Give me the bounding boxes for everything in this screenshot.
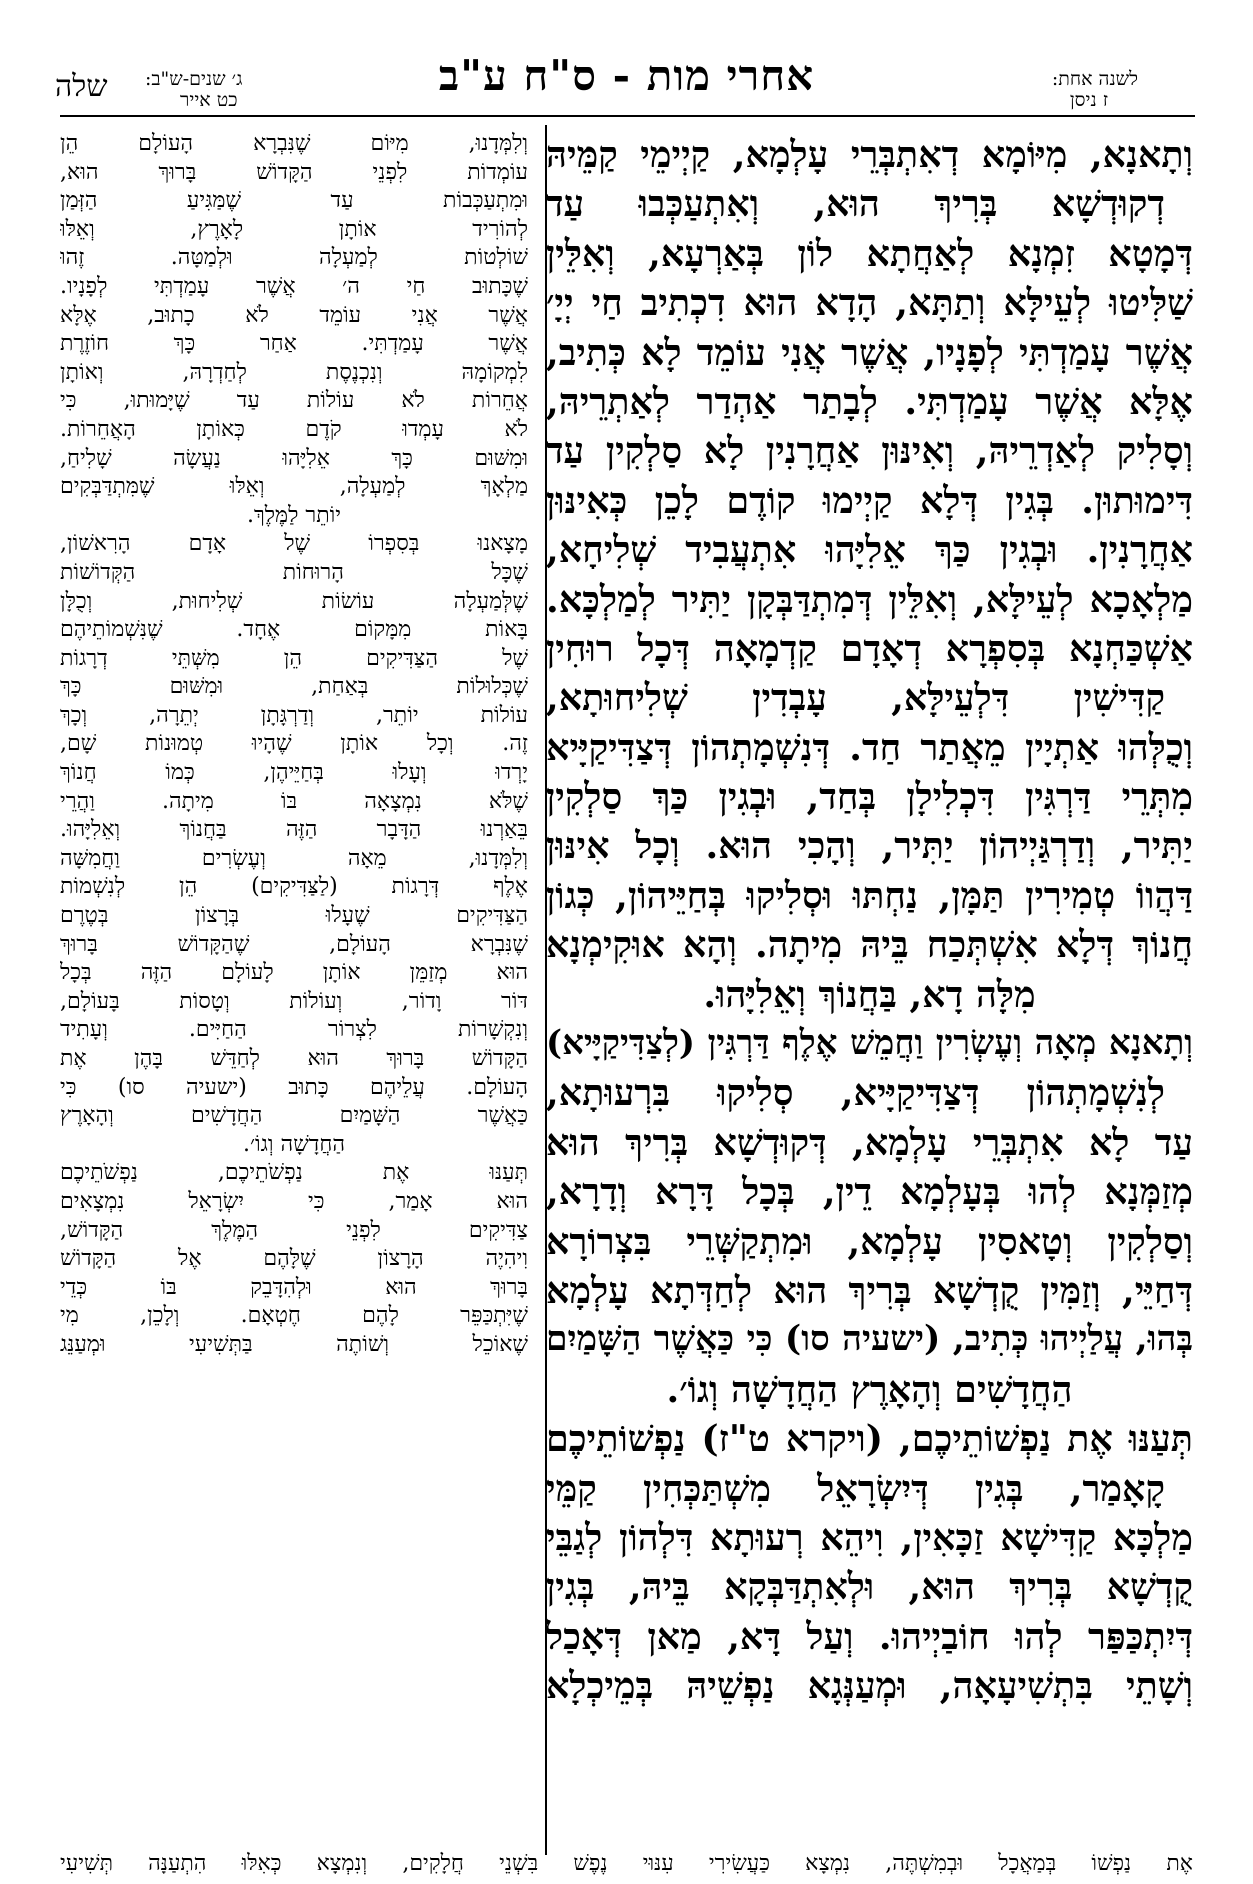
commentary-line: לְהוֹרִיד אוֹתָן לָאָרֶץ, וְאֵלּוּ (60, 216, 528, 242)
commentary-line: וְנִקְשָׁרוֹת לִצְרוֹר הַחַיִּים. וְעָתִיד (60, 1017, 528, 1043)
commentary-line: שֶׁנִּבְרָא הָעוֹלָם, שֶׁהַקָּדוֹשׁ בָּרוּךְ (60, 931, 528, 957)
commentary-line: לֹא עָמְדוּ קֹדֶם כְּאוֹתָן הָאֲחֵרוֹת. (60, 416, 528, 442)
commentary-line: הוּא מְזַמֵּן אוֹתָן לָעוֹלָם הַזֶּה בְּכָל (60, 960, 528, 986)
main-text-line: מַלְאָכָא לְעֵילָּא, וְאִלֵּין דְּמִתְדַּבְּקָן יַתִּיר לְמַלְכָּא. (546, 577, 1193, 621)
commentary-line: עוֹלוֹת יוֹתֵר, וְדַרְגָּתָן יְתֵרָה, וְכָךְ (60, 702, 528, 728)
schedule-label-three-years: ג׳ שנים-ש"ב: (145, 68, 243, 90)
main-text-line: יַתִּיר, וְדַרְגַּיְיהוֹן יַתִּיר, וְהָכִי הוּא. וְכָל אִינּוּן (546, 824, 1193, 868)
main-text-line: וְשָׁתֵי בִּתְשִׁיעָאָה, וּמְעַנְּגָא נַפְשֵׁיהּ בְּמֵיכְלָא (546, 1664, 1193, 1708)
commentary-line: וְלִמְּדָנוּ, מֵאָה וְעֶשְׂרִים וַחֲמִשָּׁה (60, 845, 528, 871)
commentary-line: שֶׁלְּמַעְלָה עוֹשׂוֹת שְׁלִיחוּת, וְכֻלָּן (60, 588, 528, 614)
commentary-line: הָעוֹלָם. עֲלֵיהֶם כָּתוּב (ישעיה סו) כִּי (60, 1074, 528, 1100)
main-text-line: אֲשֶׁר עָמַדְתִּי לְפָנָיו, אֲשֶׁר אֲנִי עוֹמֵד לָא כְּתִיב, (546, 330, 1193, 374)
commentary-line: לִמְקוֹמָהּ וְנִכְנֶסֶת לְחַדְרָהּ, וְאוֹתָן (60, 359, 528, 385)
main-text-line: חֲנוֹךְ דְּלָא אִשְׁתְּכַח בֵּיהּ מִיתָה. וְהָא אוּקִימְנָא (546, 923, 1193, 967)
main-text-line: וְתָאנָא, מִיּוֹמָא דְאִתְבְּרֵי עָלְמָא, קַיְימֵי קַמֵּיהּ (546, 133, 1193, 176)
header-rule (60, 115, 1195, 117)
commentary-line: יָרְדוּ וְעָלוּ בְּחַיֵּיהֶן, כְּמוֹ חֲנוֹךְ (60, 760, 528, 786)
commentary-line: שֶׁל הַצַּדִּיקִים הֵן מִשְּׁתֵּי דְרָגוֹת (60, 645, 528, 671)
main-text-line: אַחֲרָנִין. וּבְגִין כַּךְ אֵלִיָּהוּ אִתְעֲבִיד שְׁלִיחָא, (546, 528, 1193, 572)
commentary-line: עוֹמְדוֹת לִפְנֵי הַקָּדוֹשׁ בָּרוּךְ הוּא, (60, 159, 528, 185)
commentary-line: הַצַּדִּיקִים שֶׁעָלוּ בְּרָצוֹן בְּטֶרֶם (60, 903, 528, 929)
commentary-line: הַחֲדָשָׁה וְגוֹ׳. (242, 1131, 346, 1157)
page-title: אחרי מות - ס"ח ע"ב (438, 51, 815, 100)
schedule-date-three-years: כט אייר (180, 89, 238, 111)
schedule-label-one-year: לשנה אחת: (1051, 68, 1138, 90)
main-text-line: מִלָּה דָא, בַּחֲנוֹךְ וְאֵלִיָּהוּ. (703, 972, 1036, 1016)
main-text-line: לְנִשְׁמָתְהוֹן דְּצַדִּיקַיָּיא, סְלִיקוּ בִּרְעוּתָא, (546, 1071, 1165, 1115)
main-text-line: דְּמָטָא זִמְנָא לְאַחֲתָא לוֹן בְּאַרְעָא, וְאִלֵּין (546, 231, 1193, 275)
commentary-line: תְּעַנּוּ אֶת נַפְשֹׁתֵיכֶם, נַפְשֹׁתֵיכֶם (60, 1160, 528, 1186)
footer-continuation: אֶת נַפְשׁוֹ בְּמַאֲכָל וּבְמִשְׁתֶּה, נִמְצָא כַּעֲשִׂירִי עִנּוּי נֶפֶשׁ בִּשְׁנֵי חֲלָקִים, וְנִמְצָא כְּאִלּוּ הִתְעַנָּה תְּשִׁיעִי (60, 1851, 1193, 1876)
main-text-line: דְקוּדְשָׁא בְּרִיךְ הוּא, וְאִתְעַכְּבוּ עַד (546, 182, 1165, 226)
main-text-line: דְּיִתְכַּפַּר לְהוּ חוֹבַיְיהוּ. וְעַל דָּא, מַאן דְּאָכַל (546, 1614, 1193, 1658)
main-text-line: וְכֻלְּהוּ אַתְיָין מֵאֲתַר חַד. דְּנִשְׁמָתְהוֹן דְּצַדִּיקַיָּיא (546, 725, 1193, 769)
main-text-line: שַׁלִּיטוּ לְעֵילָּא וְתַתָּא, הָדָא הוּא דִכְתִיב חַי יְיָ׳ (546, 281, 1193, 325)
commentary-line: כַּאֲשֶׁר הַשָּׁמַיִם הַחֲדָשִׁים וְהָאָרֶץ (60, 1103, 528, 1129)
commentary-line: יוֹתֵר לַמֶּלֶךְ. (246, 502, 342, 528)
commentary-line: וּמִתְעַכְּבוֹת עַד שֶׁמַּגִּיעַ הַזְּמַן (60, 188, 528, 214)
commentary-line: הוּא אָמַר, כִּי יִשְׂרָאֵל נִמְצָאִים (60, 1188, 528, 1214)
main-text-line: וְתָאנָא מְאָה וְעֶשְׂרִין וַחֲמֵשׁ אֶלֶף דַּרְגִּין (לְצַדִּיקַיָּיא) (546, 1023, 1193, 1064)
main-text-line: וְסָלִיק לְאַדְרֵיהּ, וְאִינּוּן אַחֲרָנִין לָא סַלְקִין עַד (546, 429, 1193, 473)
commentary-line: וּמִשּׁוּם כָּךְ אֵלִיָּהוּ נַעֲשָׂה שָׁלִיחַ, (60, 445, 528, 471)
commentary-line: דּוֹר וָדוֹר, וְעוֹלוֹת וְטָסוֹת בָּעוֹלָם, (60, 988, 528, 1014)
commentary-line: שֶׁאוֹכֵל וְשׁוֹתֶה בַּתְּשִׁיעִי וּמְעַנֵּג (60, 1331, 528, 1357)
column-divider (545, 125, 547, 1855)
main-text-line: מַלְכָּא קַדִּישָׁא זַכָּאִין, וִיהֵא רְעוּתָא דִּלְהוֹן לְגַבֵּי (546, 1515, 1193, 1559)
main-text-line: בְּהוּ, עֲלַיְיהוּ כְּתִיב, (ישעיה סו) כִּי כַּאֲשֶׁר הַשָּׁמַיִם (546, 1319, 1193, 1360)
main-text-line: עַד לָא אִתְבְּרֵי עָלְמָא, דְּקוּדְשָׁא בְּרִיךְ הוּא (546, 1120, 1193, 1164)
main-text-line: מִתְּרֵי דַּרְגִּין דִּכְלִילָן בְּחַד, וּבְגִין כַּךְ סַלְקִין (546, 775, 1193, 819)
commentary-line: מָצָאנוּ בְּסִפְרוֹ שֶׁל אָדָם הָרִאשׁוֹן, (60, 531, 528, 557)
commentary-line: זֶה. וְכָל אוֹתָן שֶׁהָיוּ טְמוּנוֹת שָׁם, (60, 731, 528, 757)
main-text-line: קַדִּישִׁין דִּלְעֵילָּא, עָבְדִין שְׁלִיחוּתָא, (546, 676, 1165, 720)
commentary-line: שֶׁיִּתְכַּפֵּר לָהֶם חֶטְאָם. וְלָכֵן, מִי (60, 1303, 528, 1329)
main-text-line: דִּימוּתוּן. בְּגִין דְּלָא קַיְימוּ קוֹדֶם לָכֵן כְּאִינּוּן (546, 478, 1193, 522)
main-text-line: אֶלָּא אֲשֶׁר עָמַדְתִּי. לְבָתַר אַהְדַר לְאַתְרֵיהּ, (546, 379, 1193, 423)
main-text-line: דַּהֲווֹ טְמִירִין תַּמָּן, נַחְתּוּ וּסְלִיקוּ בְּחַיֵּיהוֹן, כְּגוֹן (546, 873, 1193, 917)
commentary-line: בָּאוֹת מִמָּקוֹם אֶחָד. שֶׁנִּשְׁמוֹתֵיהֶם (60, 617, 528, 643)
main-text-line: מְזַמְּנָא לְהוּ בְּעָלְמָא דֵין, בְּכָל דָּרָא וְדָרָא, (546, 1170, 1193, 1214)
book-name: שלה (55, 69, 108, 104)
commentary-line: בֵּאַרְנוּ הַדָּבָר הַזֶּה בַּחֲנוֹךְ וְאֵלִיָּהוּ. (60, 817, 528, 843)
commentary-line: בָּרוּךְ הוּא וּלְהִדָּבֵק בּוֹ כְּדֵי (60, 1274, 528, 1300)
main-text-column (546, 130, 1193, 1845)
commentary-line: הַקָּדוֹשׁ בָּרוּךְ הוּא לְחַדֵּשׁ בָּהֶן אֶת (60, 1046, 528, 1071)
commentary-line: מַלְאָךְ לְמַעְלָה, וְאֵלּוּ שֶׁמִּתְדַּבְּקִים (60, 474, 528, 500)
commentary-line: שֶׁלֹּא נִמְצָאָה בּוֹ מִיתָה. וַהֲרֵי (60, 788, 528, 814)
main-text-line: אַשְׁכַּחְנָא בְּסִפְרָא דְאָדָם קַדְמָאָה דְּכָל רוּחִין (546, 626, 1193, 670)
commentary-line: שֶׁכָּתוּב חַי ה׳ אֲשֶׁר עָמַדְתִּי לְפָנָיו. (60, 273, 528, 299)
main-text-line: קֻדְשָׁא בְּרִיךְ הוּא, וּלְאִתְדַּבְּקָא בֵּיהּ, בְּגִין (546, 1565, 1193, 1609)
commentary-line: וִיהִיֶה הָרָצוֹן שֶׁלָּהֶם אֶל הַקָּדוֹשׁ (60, 1246, 528, 1272)
commentary-line: שֶׁכְּלוּלוֹת בְּאַחַת, וּמִשּׁוּם כָּךְ (60, 674, 528, 700)
page-header (0, 0, 1253, 111)
commentary-line: אֶלֶף דְּרָגוֹת (לַצַּדִּיקִים) הֵן לְנִשְׁמוֹת (60, 874, 528, 900)
commentary-line: אֲשֶׁר עָמַדְתִּי. אַחַר כָּךְ חוֹזֶרֶת (60, 331, 528, 357)
main-text-line: קָאָמַר, בְּגִין דְּיִשְׂרָאֵל מִשְׁתַּכְּחִין קַמֵּי (546, 1466, 1165, 1510)
commentary-line: שֶׁכָּל הָרוּחוֹת הַקְּדוֹשׁוֹת (60, 559, 528, 585)
commentary-line: אֲשֶׁר אֲנִי עוֹמֵד לֹא כָתוּב, אֶלָּא (60, 302, 528, 328)
commentary-column (60, 130, 528, 1845)
main-text-line: וְסַלְקִין וְטָאסִין עָלְמָא, וּמִתְקַשְּׁרֵי בִּצְרוֹרָא (546, 1219, 1193, 1263)
commentary-line: וְלִמְּדָנוּ, מִיּוֹם שֶׁנִּבְרָא הָעוֹלָם הֵן (60, 131, 528, 156)
commentary-line: צַדִּיקִים לִפְנֵי הַמֶּלֶךְ הַקָּדוֹשׁ, (60, 1217, 528, 1243)
commentary-line: אֲחֵרוֹת לֹא עוֹלוֹת עַד שֶׁיָּמוּתוּ, כִּי (60, 388, 528, 414)
commentary-line: שׁוֹלְטוֹת לְמַעְלָה וּלְמַטָּה. זֶהוּ (60, 245, 528, 271)
main-text-line: הַחֲדָשִׁים וְהָאָרֶץ הַחֲדָשָׁה וְגוֹ׳. (666, 1367, 1073, 1411)
schedule-date-one-year: ז ניסן (1069, 89, 1108, 111)
main-text-line: דְּחַיֵּי, וְזַמִּין קֻדְשָׁא בְּרִיךְ הוּא לְחַדְּתָא עָלְמָא (546, 1268, 1193, 1312)
main-text-line: תְּעַנּוּ אֶת נַפְשׁוֹתֵיכֶם, (ויקרא ט"ז) נַפְשׁוֹתֵיכֶם (546, 1417, 1193, 1461)
